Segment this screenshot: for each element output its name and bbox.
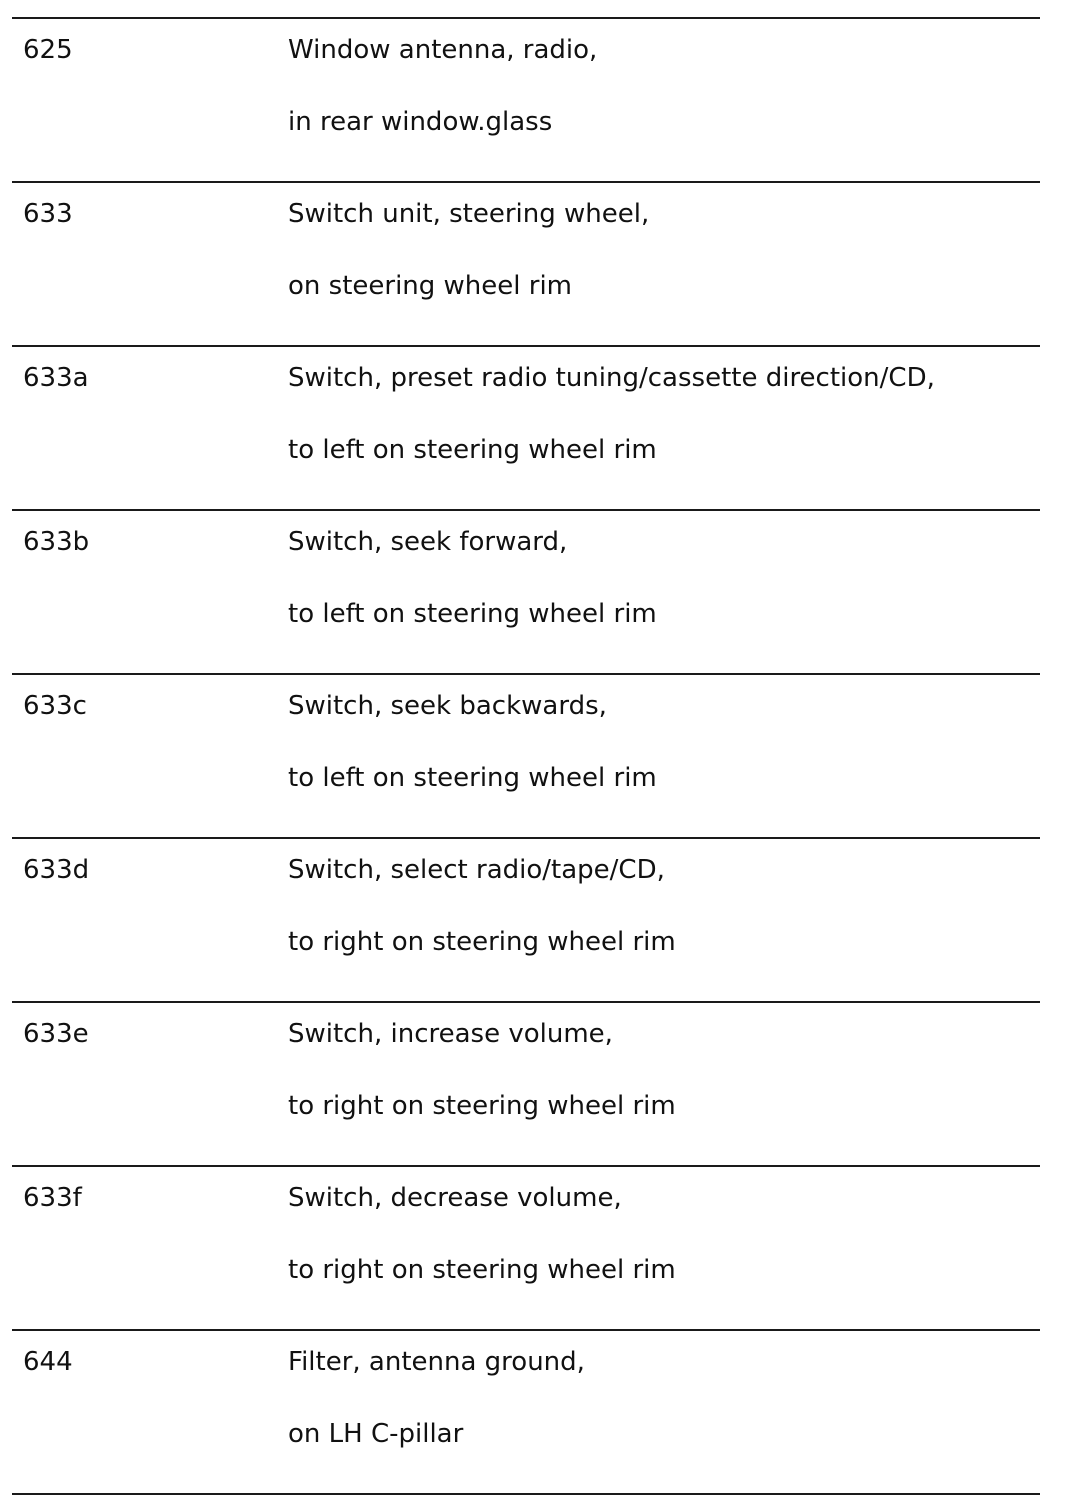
component-location: to right on steering wheel rim bbox=[288, 1091, 676, 1121]
component-location: to left on steering wheel rim bbox=[288, 599, 657, 629]
component-description: Switch, decrease volume, bbox=[288, 1183, 622, 1213]
component-code: 633a bbox=[23, 363, 89, 393]
component-location: on LH C-pillar bbox=[288, 1419, 464, 1449]
table-row bbox=[12, 345, 1040, 509]
component-location: in rear window.glass bbox=[288, 107, 553, 137]
component-code: 644 bbox=[23, 1347, 73, 1377]
table-row bbox=[12, 837, 1040, 1001]
component-location: to right on steering wheel rim bbox=[288, 927, 676, 957]
component-code: 633e bbox=[23, 1019, 89, 1049]
component-location: to left on steering wheel rim bbox=[288, 763, 657, 793]
component-description: Switch, select radio/tape/CD, bbox=[288, 855, 665, 885]
component-code: 633c bbox=[23, 691, 87, 721]
table-row bbox=[12, 17, 1040, 181]
table-row bbox=[12, 1329, 1040, 1493]
component-description: Window antenna, radio, bbox=[288, 35, 598, 65]
component-code: 633f bbox=[23, 1183, 82, 1213]
table-row bbox=[12, 1165, 1040, 1329]
component-code: 633d bbox=[23, 855, 90, 885]
component-code: 633 bbox=[23, 199, 73, 229]
component-description: Switch, preset radio tuning/cassette direction/CD, bbox=[288, 363, 935, 393]
component-description: Filter, antenna ground, bbox=[288, 1347, 585, 1377]
component-code: 633b bbox=[23, 527, 90, 557]
component-description: Switch unit, steering wheel, bbox=[288, 199, 650, 229]
table-bottom-rule bbox=[12, 1493, 1040, 1495]
table-row bbox=[12, 509, 1040, 673]
component-location: on steering wheel rim bbox=[288, 271, 573, 301]
component-code: 625 bbox=[23, 35, 73, 65]
table-row bbox=[12, 1001, 1040, 1165]
table-row bbox=[12, 673, 1040, 837]
component-table bbox=[12, 17, 1040, 1495]
component-location: to right on steering wheel rim bbox=[288, 1255, 676, 1285]
table-row bbox=[12, 181, 1040, 345]
component-description: Switch, seek backwards, bbox=[288, 691, 607, 721]
component-description: Switch, seek forward, bbox=[288, 527, 568, 557]
component-location: to left on steering wheel rim bbox=[288, 435, 657, 465]
component-description: Switch, increase volume, bbox=[288, 1019, 613, 1049]
